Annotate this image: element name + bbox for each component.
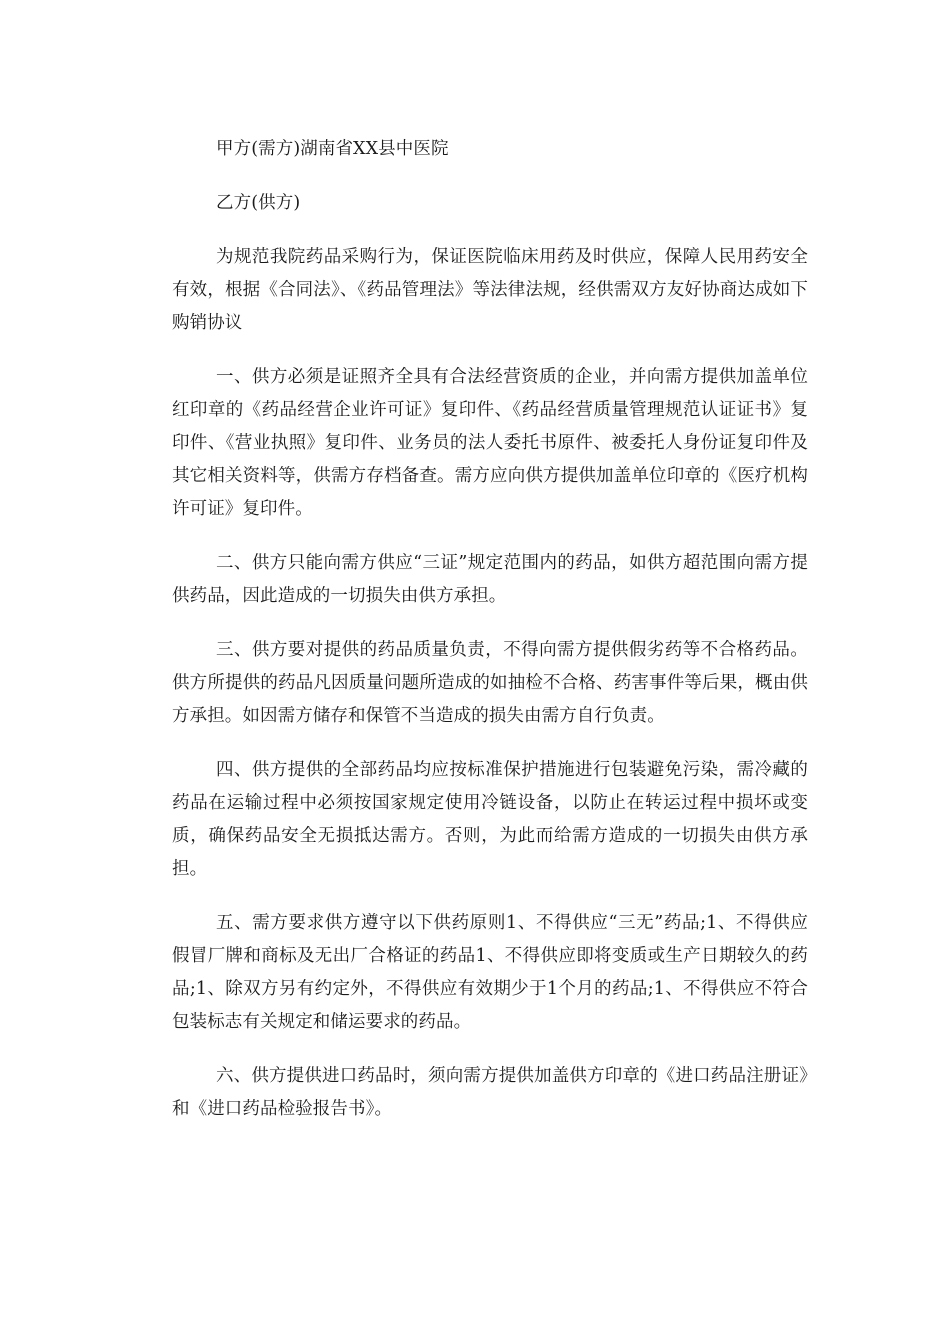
clause-3: 三、供方要对提供的药品质量负责，不得向需方提供假劣药等不合格药品。供方所提供的药品凡因质量问题所造成的如抽检不合格、药害事件等后果，概由供方承担。如因需方储存和保管不当造成的损失由需方自行负责。	[172, 640, 808, 726]
intro-paragraph: 为规范我院药品采购行为，保证医院临床用药及时供应，保障人民用药安全有效，根据《合同法》、《药品管理法》等法律法规，经供需双方友好协商达成如下购销协议	[172, 247, 808, 333]
clause-5: 五、需方要求供方遵守以下供药原则1、不得供应“三无”药品;1、不得供应假冒厂牌和商标及无出厂合格证的药品1、不得供应即将变质或生产日期较久的药品;1、除双方另有约定外，不得供应有效期少于1个月的药品;1、不得供应不符合包装标志有关规定和储运要求的药品。	[172, 913, 808, 1032]
clause-2: 二、供方只能向需方供应“三证”规定范围内的药品，如供方超范围向需方提供药品，因此造成的一切损失由供方承担。	[172, 553, 808, 606]
party-a-line: 甲方(需方)湖南省XX县中医院	[216, 139, 449, 159]
document-body	[172, 133, 808, 1126]
clause-1: 一、供方必须是证照齐全具有合法经营资质的企业，并向需方提供加盖单位红印章的《药品经营企业许可证》复印件、《药品经营质量管理规范认证证书》复印件、《营业执照》复印件、业务员的法人委托书原件、被委托人身份证复印件及其它相关资料等，供需方存档备查。需方应向供方提供加盖单位印章的《医疗机构许可证》复印件。	[172, 367, 808, 519]
clause-4: 四、供方提供的全部药品均应按标准保护措施进行包装避免污染，需冷藏的药品在运输过程中必须按国家规定使用冷链设备，以防止在转运过程中损坏或变质，确保药品安全无损抵达需方。否则，为此而给需方造成的一切损失由供方承担。	[172, 760, 808, 879]
clause-6: 六、供方提供进口药品时，须向需方提供加盖供方印章的《进口药品注册证》和《进口药品检验报告书》。	[172, 1066, 808, 1119]
party-b-line: 乙方(供方)	[216, 193, 301, 213]
